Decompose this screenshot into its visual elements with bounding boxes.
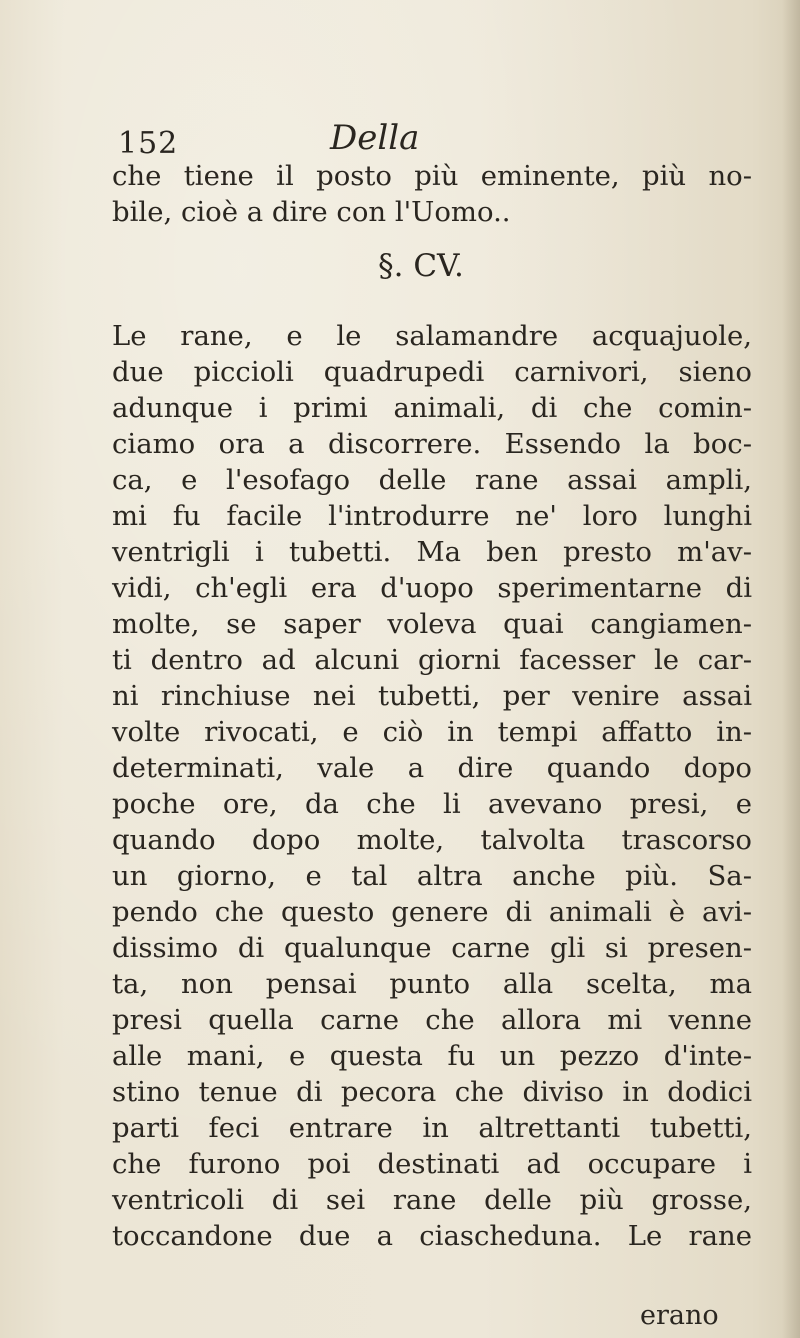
text-line: pendo che questo genere di animali è avi- [112, 896, 752, 928]
text-line: volte rivocati, e ciò in tempi affatto in- [112, 716, 752, 748]
text-line: un giorno, e tal altra anche più. Sa- [112, 860, 752, 892]
text-line: presi quella carne che allora mi venne [112, 1004, 752, 1036]
text-line: stino tenue di pecora che diviso in dodici [112, 1076, 752, 1108]
text-line: ta, non pensai punto alla scelta, ma [112, 968, 752, 1000]
page-header [118, 118, 718, 162]
page-edge-shadow [782, 0, 800, 1338]
text-line: molte, se saper voleva quai cangiamen- [112, 608, 752, 640]
text-line: bile, cioè a dire con l'Uomo.. [112, 196, 511, 228]
text-line: ventricoli di sei rane delle più grosse, [112, 1184, 752, 1216]
text-line: ni rinchiuse nei tubetti, per venire assai [112, 680, 752, 712]
page-number: 152 [118, 126, 179, 161]
body-paragraph [112, 318, 752, 1254]
running-head: Della [330, 118, 420, 158]
text-line: ciamo ora a discorrere. Essendo la boc- [112, 428, 752, 460]
text-line: Le rane, e le salamandre acquajuole, [112, 320, 752, 352]
text-line: poche ore, da che li avevano presi, e [112, 788, 752, 820]
text-line: che tiene il posto più eminente, più no- [112, 160, 752, 192]
text-line: ventrigli i tubetti. Ma ben presto m'av- [112, 536, 752, 568]
text-line: parti feci entrare in altrettanti tubetti, [112, 1112, 752, 1144]
text-line: ca, e l'esofago delle rane assai ampli, [112, 464, 752, 496]
lead-paragraph [112, 158, 752, 230]
section-heading: §. CV. [378, 248, 464, 284]
text-line: toccandone due a ciascheduna. Le rane [112, 1220, 752, 1252]
text-line: quando dopo molte, talvolta trascorso [112, 824, 752, 856]
text-line: che furono poi destinati ad occupare i [112, 1148, 752, 1180]
text-line: adunque i primi animali, di che comin- [112, 392, 752, 424]
text-line: due piccioli quadrupedi carnivori, sieno [112, 356, 752, 388]
catchword: erano [640, 1300, 719, 1331]
text-line: ti dentro ad alcuni giorni facesser le car- [112, 644, 752, 676]
text-line: alle mani, e questa fu un pezzo d'inte- [112, 1040, 752, 1072]
text-line: dissimo di qualunque carne gli si presen- [112, 932, 752, 964]
text-line: vidi, ch'egli era d'uopo sperimentarne di [112, 572, 752, 604]
text-line: determinati, vale a dire quando dopo [112, 752, 752, 784]
text-line: mi fu facile l'introdurre ne' loro lunghi [112, 500, 752, 532]
